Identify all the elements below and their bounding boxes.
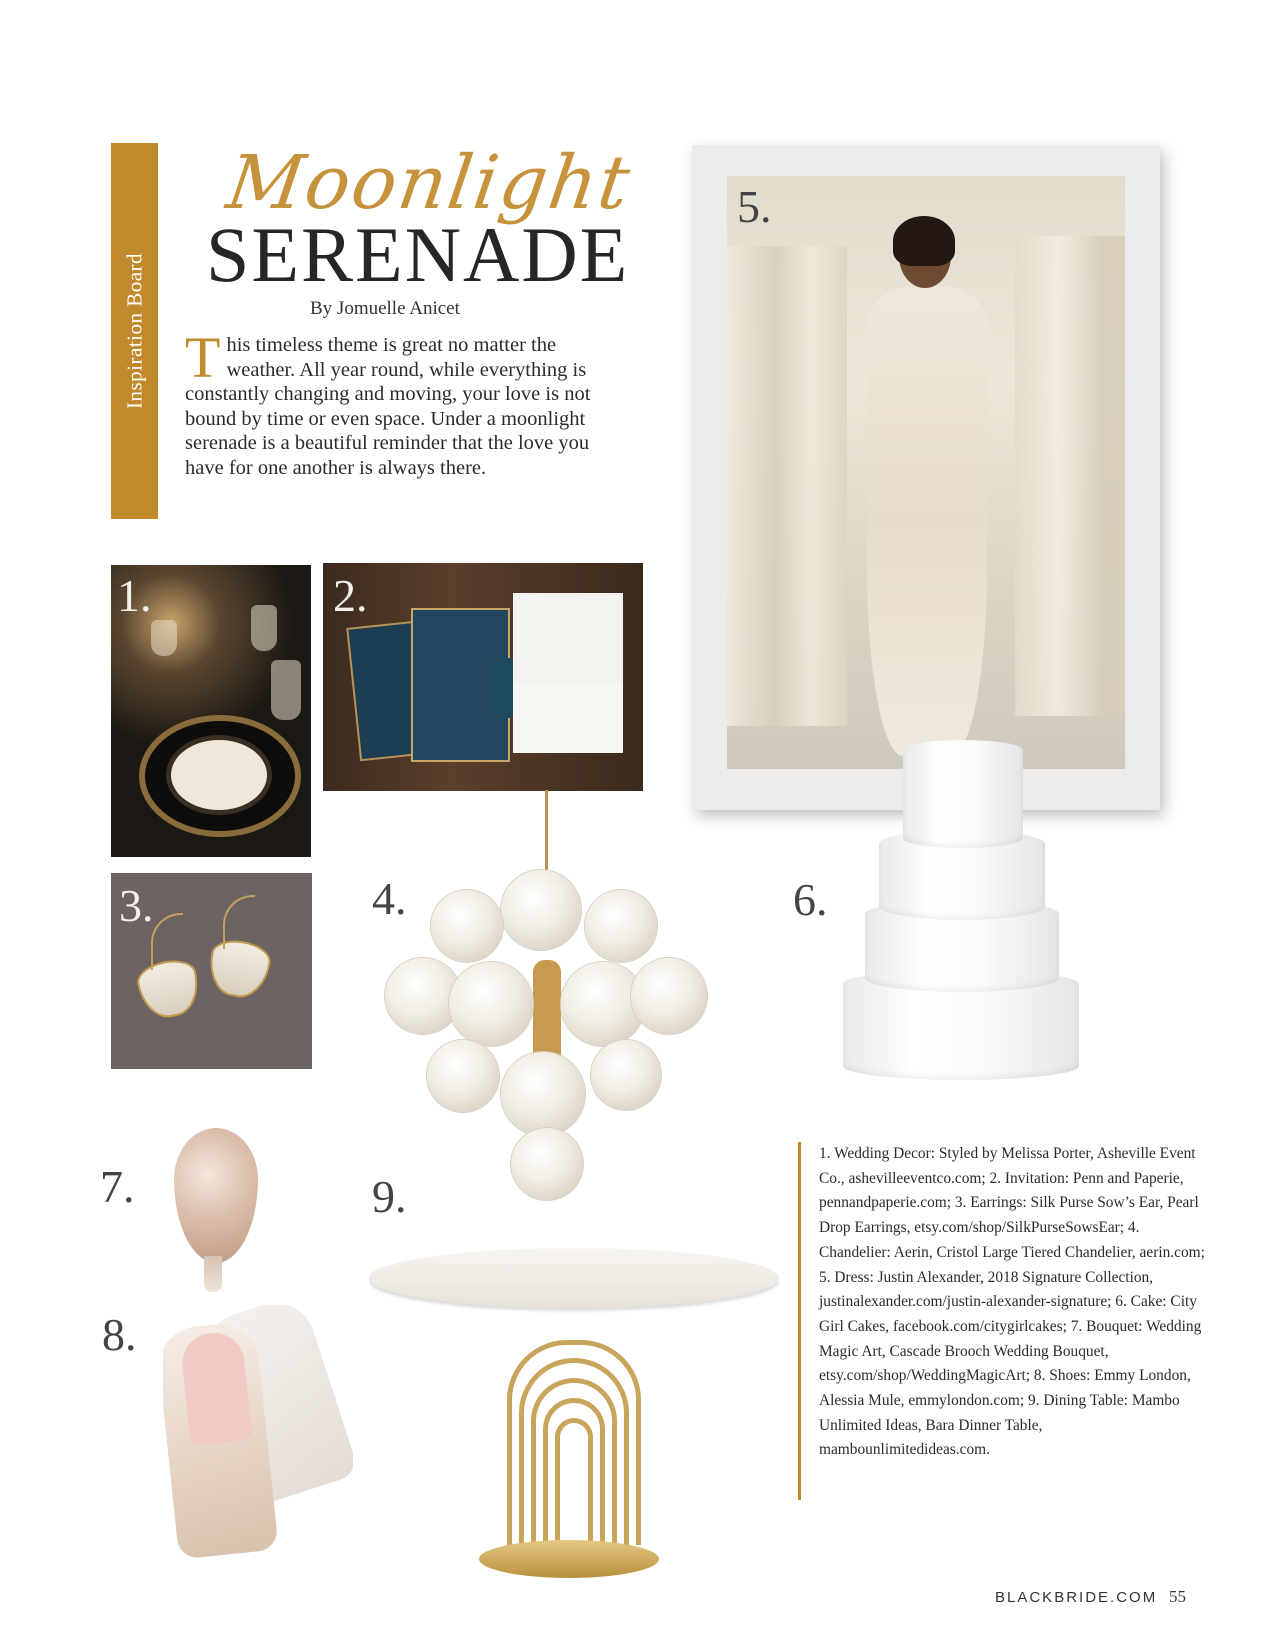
dropcap: T xyxy=(185,325,221,390)
credits-text: 1. Wedding Decor: Styled by Melissa Porter, Asheville Event Co., ashevilleeventco.com; 2. Invitation: Penn and Paperie, pennandpaperie.com; 3. Earrings: Silk Purse Sow’s Ear, Pearl Drop Earrings, etsy.com/shop/SilkPurseSowsEar; 4. Chandelier: Aerin, Cristol Large Tiered Chandelier, aerin.com; 5. Dress: Justin Alexander, 2018 Signature Collection, justinalexander.com/justin-alexander-signature; 6. Cake: City Girl Cakes, facebook.com/citygirlcakes; 7. Bouquet: Wedding Magic Art, Cascade Brooch Wedding Bouquet, etsy.com/shop/WeddingMagicArt; 8. Shoes: Emmy London, Alessia Mule, emmylondon.com; 9. Dining Table: Mambo Unlimited Ideas, Bara Dinner Table, mambounlimitedideas.com. xyxy=(819,1145,1205,1459)
intro-paragraph xyxy=(185,325,625,480)
section-tab-label: Inspiration Board xyxy=(122,252,146,410)
item-number-1: 1. xyxy=(117,570,152,621)
page-number: 55 xyxy=(1169,1587,1186,1606)
section-tab xyxy=(111,143,158,519)
title-script: Moonlight xyxy=(221,140,637,226)
footer-site-name: BLACKBRIDE.COM xyxy=(995,1589,1158,1606)
image-credits xyxy=(798,1142,1209,1500)
item-number-5: 5. xyxy=(737,181,772,232)
item-number-4: 4. xyxy=(372,873,407,924)
earrings-photo xyxy=(111,873,312,1069)
dining-table-photo xyxy=(369,1248,779,1578)
shoes-photo xyxy=(163,1305,353,1560)
item-number-6: 6. xyxy=(793,874,828,925)
page-title: SERENADE xyxy=(206,211,630,298)
intro-text: his timeless theme is great no matter the weather. All year round, while everything is constantly changing and moving, your love is not bound by time or even space. Under a moonlight serenade is a beautiful reminder that the love you have for one another is always there. xyxy=(185,334,591,479)
byline: By Jomuelle Anicet xyxy=(310,298,460,319)
item-number-7: 7. xyxy=(100,1161,135,1212)
dress-photo xyxy=(727,176,1125,769)
item-number-9: 9. xyxy=(372,1171,407,1222)
chandelier-photo xyxy=(375,790,715,1210)
bouquet-photo xyxy=(168,1128,264,1293)
invitation-photo xyxy=(323,563,643,791)
table-decor-photo xyxy=(111,565,311,857)
item-number-8: 8. xyxy=(102,1309,137,1360)
item-number-2: 2. xyxy=(333,570,368,621)
item-number-3: 3. xyxy=(119,880,154,931)
cake-photo xyxy=(835,740,1085,1080)
